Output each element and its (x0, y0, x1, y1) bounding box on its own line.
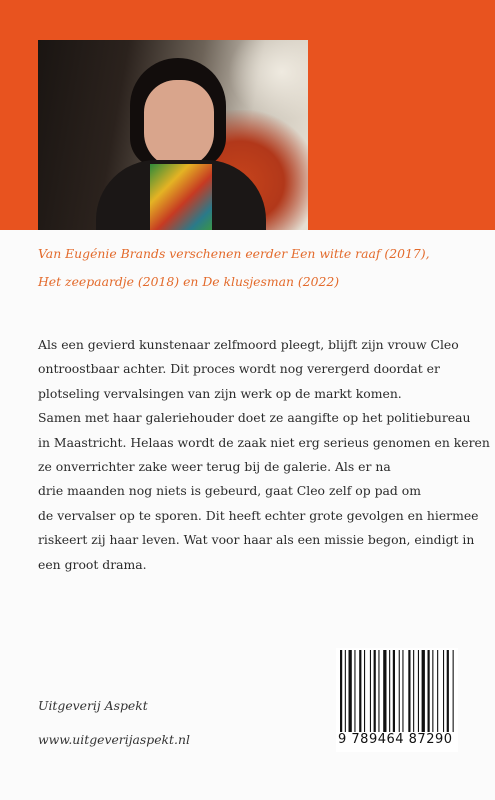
isbn-digits: 9 789464 87290 (338, 732, 453, 747)
blurb-line: in Maastricht. Helaas wordt de zaak niet erg serieus genomen en keren (38, 434, 490, 450)
publisher-url: www.uitgeverijaspekt.nl (38, 732, 190, 747)
blurb-line: riskeert zij haar leven. Wat voor haar als een missie begon, eindigt in (38, 532, 475, 548)
publisher-name: Uitgeverij Aspekt (38, 698, 148, 713)
blurb-line: drie maanden nog niets is gebeurd, gaat Cleo zelf op pad om (38, 483, 422, 499)
blurb-line: Samen met haar galeriehouder doet ze aangifte op het politiebureau (38, 410, 471, 426)
previous-books-note (38, 240, 458, 296)
blurb-line: ontroostbaar achter. Dit proces wordt nog verergerd doordat er (38, 361, 440, 377)
blurb-line: een groot drama. (38, 556, 147, 572)
blurb-line: de vervalser op te sporen. Dit heeft echter grote gevolgen en hiermee (38, 507, 479, 523)
isbn-barcode (336, 648, 458, 752)
blurb-line: ze onverrichter zake weer terug bij de galerie. Als er na (38, 459, 391, 475)
barcode-bars (336, 648, 458, 738)
blurb-line: Als een gevierd kunstenaar zelfmoord pleegt, blijft zijn vrouw Cleo (38, 337, 459, 352)
intro-line-1: Van Eugénie Brands verschenen eerder Een witte raaf (2017), (38, 246, 430, 261)
blurb-line: plotseling vervalsingen van zijn werk op de markt komen. (38, 385, 402, 401)
publisher-info (38, 689, 190, 757)
intro-line-2: Het zeepaardje (2018) en De klusjesman (2022) (38, 274, 340, 289)
blurb (38, 333, 490, 577)
author-photo (38, 40, 308, 230)
